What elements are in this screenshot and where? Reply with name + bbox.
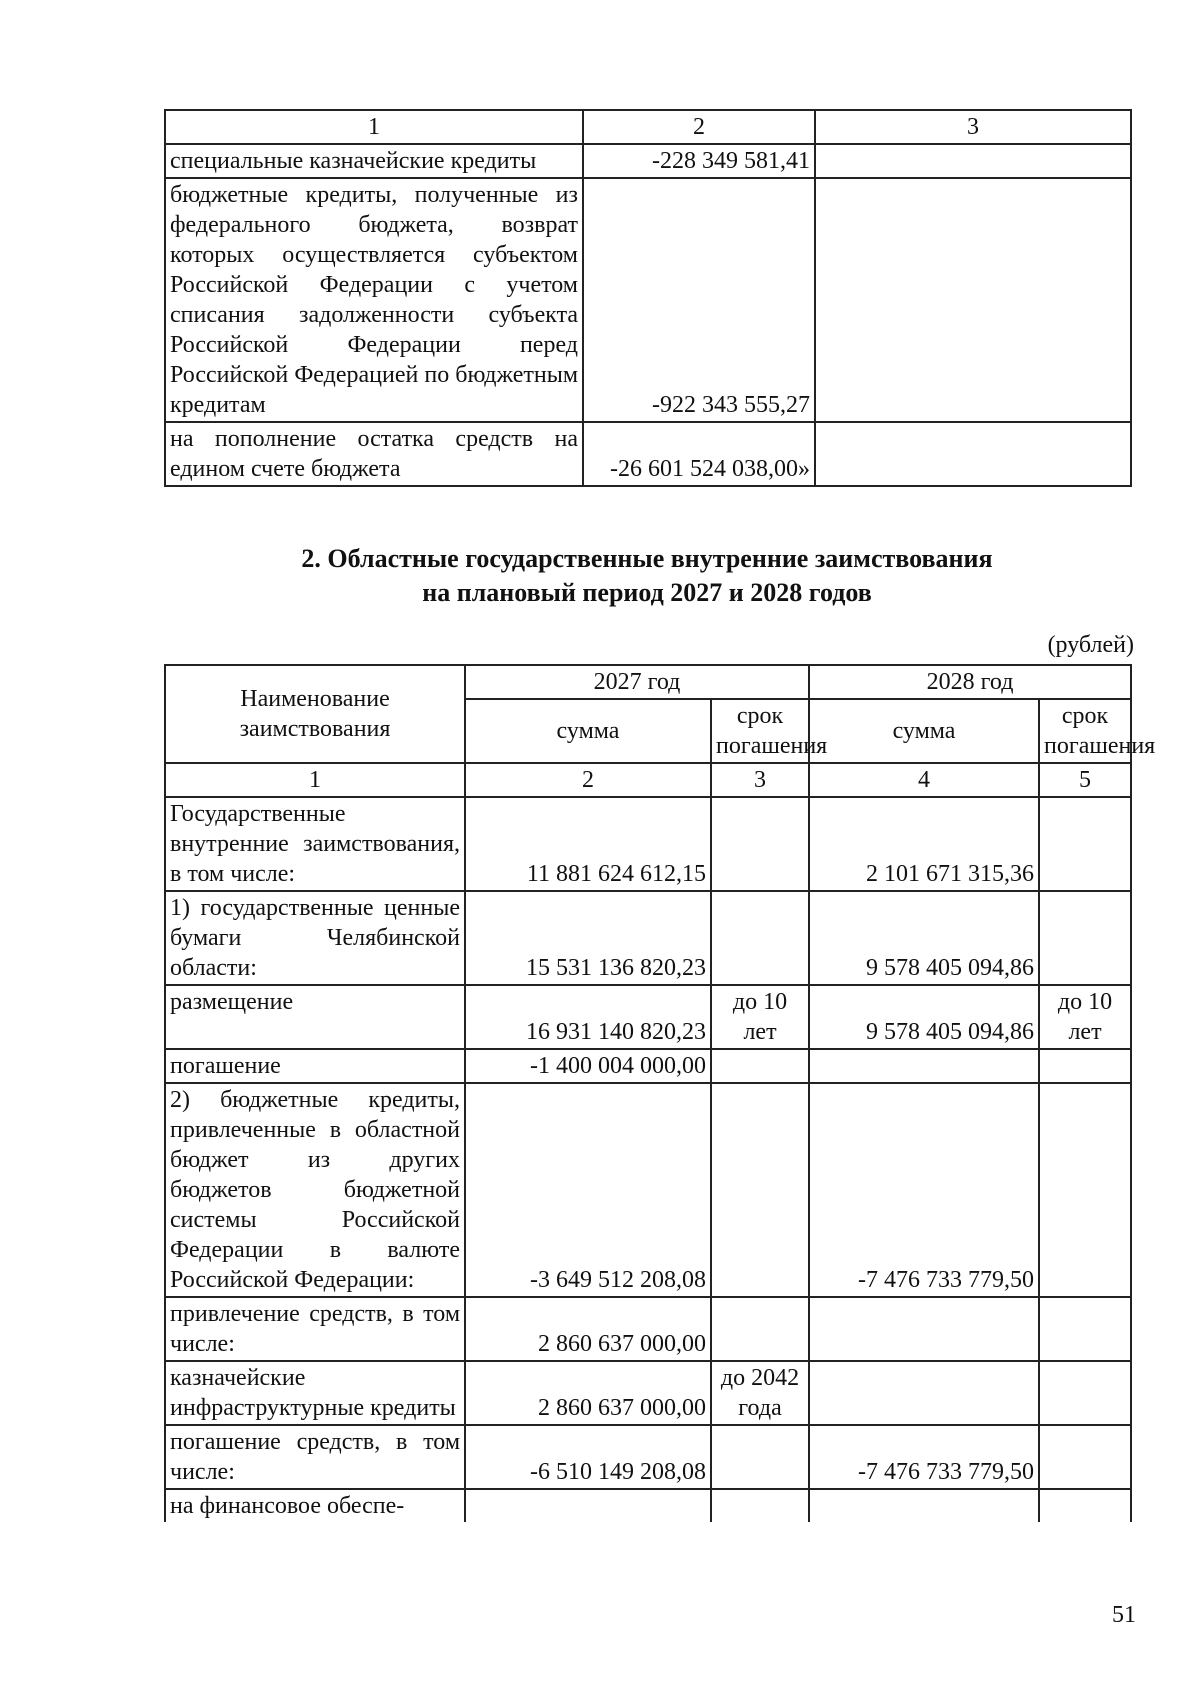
row-sum-2027: -1 400 004 000,00 <box>465 1049 711 1083</box>
row-sum-2028: 9 578 405 094,86 <box>809 891 1039 985</box>
index-cell: 1 <box>165 763 465 797</box>
row-name: 2) бюджетные кредиты, привлеченные в областной бюджет из других бюджетов бюджетной системы Российской Федерации в валюте Российской Федерации: <box>165 1083 465 1297</box>
row-term-2028 <box>1039 797 1131 891</box>
index-cell: 4 <box>809 763 1039 797</box>
table-row <box>165 797 1131 891</box>
row-name: на финансовое обеспе- <box>165 1489 465 1522</box>
row-name: казначейские инфраструктурные кредиты <box>165 1361 465 1425</box>
row-term-2027: до 10 лет <box>711 985 809 1049</box>
row-term-2028 <box>1039 1361 1131 1425</box>
row-term-2027: до 2042 года <box>711 1361 809 1425</box>
table-row <box>165 1361 1131 1425</box>
row-name: на пополнение остатка средств на едином счете бюджета <box>165 422 583 486</box>
row-name: привлечение средств, в том числе: <box>165 1297 465 1361</box>
row-col3 <box>815 144 1131 178</box>
index-cell: 5 <box>1039 763 1131 797</box>
header-cell: 3 <box>815 110 1131 144</box>
section-title-line2: на плановый период 2027 и 2028 годов <box>422 577 872 607</box>
row-term-2028 <box>1039 1083 1131 1297</box>
section-title <box>164 542 1130 610</box>
row-amount: -26 601 524 038,00» <box>583 422 815 486</box>
year-header-row <box>165 665 1131 699</box>
row-term-2027 <box>711 1425 809 1489</box>
col-name-header: Наименование заимствования <box>165 665 465 763</box>
row-sum-2027: 16 931 140 820,23 <box>465 985 711 1049</box>
row-sum-2027 <box>465 1489 711 1522</box>
row-term-2027 <box>711 797 809 891</box>
row-term-2027 <box>711 1083 809 1297</box>
continuation-table <box>164 109 1132 487</box>
table-row <box>165 1083 1131 1297</box>
index-cell: 3 <box>711 763 809 797</box>
row-amount: -922 343 555,27 <box>583 178 815 422</box>
row-term-2028 <box>1039 1049 1131 1083</box>
row-term-2028: до 10 лет <box>1039 985 1131 1049</box>
row-name: погашение <box>165 1049 465 1083</box>
borrowings-table <box>164 664 1156 1522</box>
row-sum-2028 <box>809 1489 1039 1522</box>
header-cell: 1 <box>165 110 583 144</box>
row-name: размещение <box>165 985 465 1049</box>
term-header: срок погашения <box>711 699 809 763</box>
row-name: 1) государственные ценные бумаги Челябинской области: <box>165 891 465 985</box>
table-header-row <box>165 110 1131 144</box>
table-row <box>165 178 1131 422</box>
row-term-2028 <box>1039 1425 1131 1489</box>
row-sum-2028 <box>809 1049 1039 1083</box>
section-title-line1: 2. Областные государственные внутренние заимствования <box>301 544 993 573</box>
row-sum-2027: 2 860 637 000,00 <box>465 1297 711 1361</box>
row-amount: -228 349 581,41 <box>583 144 815 178</box>
page-number: 51 <box>1112 1602 1136 1628</box>
table-row <box>165 1297 1131 1361</box>
row-name: бюджетные кредиты, полученные из федерального бюджета, возврат которых осуществляется субъектом Российской Федерации с учетом списания задолженности субъекта Российской Федерации перед Российской Федерацией по бюджетным кредитам <box>165 178 583 422</box>
row-term-2027 <box>711 891 809 985</box>
row-term-2028 <box>1039 1489 1131 1522</box>
row-sum-2027: -3 649 512 208,08 <box>465 1083 711 1297</box>
row-sum-2028: -7 476 733 779,50 <box>809 1425 1039 1489</box>
row-name: погашение средств, в том числе: <box>165 1425 465 1489</box>
row-term-2027 <box>711 1049 809 1083</box>
table-row <box>165 1049 1131 1083</box>
table-row <box>165 1425 1131 1489</box>
row-term-2027 <box>711 1297 809 1361</box>
row-sum-2027: 15 531 136 820,23 <box>465 891 711 985</box>
unit-label: (рублей) <box>1047 632 1134 658</box>
row-name: Государственные внутренние заимствования, в том числе: <box>165 797 465 891</box>
row-col3 <box>815 178 1131 422</box>
row-sum-2028 <box>809 1361 1039 1425</box>
header-cell: 2 <box>583 110 815 144</box>
year-2028-header: 2028 год <box>809 665 1131 699</box>
sum-header: сумма <box>809 699 1039 763</box>
index-cell: 2 <box>465 763 711 797</box>
row-sum-2028: -7 476 733 779,50 <box>809 1083 1039 1297</box>
table-row <box>165 985 1131 1049</box>
row-sum-2027: 2 860 637 000,00 <box>465 1361 711 1425</box>
row-sum-2027: -6 510 149 208,08 <box>465 1425 711 1489</box>
table-row-continued <box>165 1489 1131 1522</box>
table-row <box>165 422 1131 486</box>
row-term-2027 <box>711 1489 809 1522</box>
row-sum-2028 <box>809 1297 1039 1361</box>
row-term-2028 <box>1039 891 1131 985</box>
year-2027-header: 2027 год <box>465 665 809 699</box>
row-col3 <box>815 422 1131 486</box>
row-sum-2028: 9 578 405 094,86 <box>809 985 1039 1049</box>
row-sum-2028: 2 101 671 315,36 <box>809 797 1039 891</box>
sum-header: сумма <box>465 699 711 763</box>
row-name: специальные казначейские кредиты <box>165 144 583 178</box>
row-term-2028 <box>1039 1297 1131 1361</box>
index-row <box>165 763 1131 797</box>
row-sum-2027: 11 881 624 612,15 <box>465 797 711 891</box>
table-row <box>165 891 1131 985</box>
term-header: срок погашения <box>1039 699 1131 763</box>
table-row <box>165 144 1131 178</box>
